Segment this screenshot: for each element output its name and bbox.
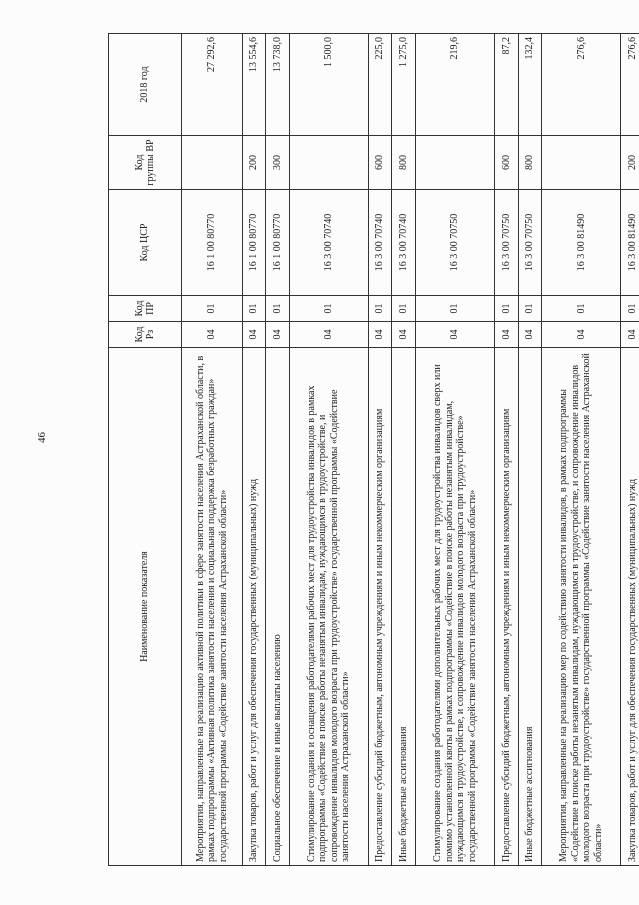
cell-rz: 04: [266, 322, 289, 348]
cell-csr: 16 3 00 70750: [495, 190, 518, 296]
cell-name: Иные бюджетные ассигнования: [392, 348, 415, 866]
cell-pr: 01: [368, 296, 391, 322]
cell-value: 1 275,0: [392, 34, 415, 136]
cell-name: Предоставление субсидий бюджетным, автономным учреждениям и иным некоммерческим организациям: [495, 348, 518, 866]
cell-rz: 04: [518, 322, 541, 348]
cell-pr: 01: [242, 296, 265, 322]
budget-table: [108, 33, 639, 866]
cell-value: 276,6: [542, 34, 621, 136]
header-pr: Код ПР: [109, 296, 182, 322]
cell-vr: 600: [495, 136, 518, 190]
header-csr: Код ЦСР: [109, 190, 182, 296]
cell-pr: 01: [542, 296, 621, 322]
cell-value: 1 500,0: [289, 34, 368, 136]
cell-vr: 600: [368, 136, 391, 190]
page-number: 46: [36, 432, 48, 443]
cell-pr: 01: [415, 296, 494, 322]
header-vr: Код группы ВР: [109, 136, 182, 190]
cell-csr: 16 3 00 70750: [415, 190, 494, 296]
cell-rz: 04: [621, 322, 639, 348]
cell-name: Закупка товаров, работ и услуг для обеспечения государственных (муниципальных) нужд: [621, 348, 639, 866]
cell-name: Социальное обеспечение и иные выплаты населению: [266, 348, 289, 866]
cell-vr: [415, 136, 494, 190]
cell-csr: 16 3 00 70740: [289, 190, 368, 296]
table-row: [392, 34, 415, 866]
rotated-table-container: [108, 34, 639, 866]
cell-name: Предоставление субсидий бюджетным, автономным учреждениям и иным некоммерческим организациям: [368, 348, 391, 866]
cell-value: 276,6: [621, 34, 639, 136]
cell-name: Иные бюджетные ассигнования: [518, 348, 541, 866]
cell-value: 27 292,6: [182, 34, 243, 136]
cell-pr: 01: [182, 296, 243, 322]
cell-csr: 16 3 00 81490: [621, 190, 639, 296]
cell-vr: 300: [266, 136, 289, 190]
table-row: [415, 34, 494, 866]
table-row: [542, 34, 621, 866]
table-row: [242, 34, 265, 866]
cell-name: Закупка товаров, работ и услуг для обеспечения государственных (муниципальных) нужд: [242, 348, 265, 866]
cell-csr: 16 3 00 81490: [542, 190, 621, 296]
cell-rz: 04: [542, 322, 621, 348]
cell-value: 219,6: [415, 34, 494, 136]
cell-name: Мероприятия, направленные на реализацию активной политики в сфере занятости населения Астраханской области, в рамках подпрограммы «Активная политика занятости населения и социальная поддержка безработных граждан» государственной программы «Содействие занятости населения Астраханской области»: [182, 348, 243, 866]
cell-value: 13 738,0: [266, 34, 289, 136]
cell-pr: 01: [518, 296, 541, 322]
cell-csr: 16 3 00 70740: [368, 190, 391, 296]
table-row: [289, 34, 368, 866]
cell-rz: 04: [495, 322, 518, 348]
cell-rz: 04: [392, 322, 415, 348]
table-header-row: [109, 34, 182, 866]
cell-value: 132,4: [518, 34, 541, 136]
cell-value: 87,2: [495, 34, 518, 136]
cell-vr: 200: [621, 136, 639, 190]
cell-vr: 200: [242, 136, 265, 190]
cell-vr: [182, 136, 243, 190]
cell-pr: 01: [621, 296, 639, 322]
cell-pr: 01: [495, 296, 518, 322]
cell-csr: 16 1 00 80770: [242, 190, 265, 296]
table-row: [621, 34, 639, 866]
cell-csr: 16 3 00 70740: [392, 190, 415, 296]
cell-name: Стимулирование создания и оснащения работодателями рабочих мест для трудоустройства инвалидов в рамках подпрограммы «Содействие в поиске работы незанятым инвалидам, нуждающимся в трудоустройстве, и сопровождение инвалидов молодого возраста при трудоустройстве» государственной программы «Содействие занятости населения Астраханской области»: [289, 348, 368, 866]
table-row: [368, 34, 391, 866]
cell-value: 225,0: [368, 34, 391, 136]
cell-rz: 04: [289, 322, 368, 348]
cell-pr: 01: [266, 296, 289, 322]
table-row: [518, 34, 541, 866]
cell-rz: 04: [182, 322, 243, 348]
cell-rz: 04: [415, 322, 494, 348]
cell-vr: 800: [392, 136, 415, 190]
table-row: [182, 34, 243, 866]
cell-csr: 16 1 00 80770: [266, 190, 289, 296]
cell-pr: 01: [289, 296, 368, 322]
cell-name: Мероприятия, направленные на реализацию мер по содействию занятости инвалидов, в рамках подпрограммы «Содействие в поиске работы незанятым инвалидам, нуждающимся в трудоустройстве, и сопровождение инвалидов молодого возраста при трудоустройстве» государственной программы «Содействие занятости населения Астраханской области»: [542, 348, 621, 866]
cell-name: Стимулирование создания работодателями дополнительных рабочих мест для трудоустройства инвалидов сверх или помимо установленной квоты в рамках подпрограммы «Содействие в поиске работы незанятым инвалидам, нуждающимся в трудоустройстве, и сопровождение инвалидов молодого возраста при трудоустройстве» государственной программы «Содействие занятости населения Астраханской области»: [415, 348, 494, 866]
cell-csr: 16 3 00 70750: [518, 190, 541, 296]
cell-vr: 800: [518, 136, 541, 190]
cell-csr: 16 1 00 80770: [182, 190, 243, 296]
table-row: [266, 34, 289, 866]
cell-pr: 01: [392, 296, 415, 322]
header-name: Наименование показателя: [109, 348, 182, 866]
cell-rz: 04: [242, 322, 265, 348]
table-row: [495, 34, 518, 866]
header-rz: Код Рз: [109, 322, 182, 348]
cell-vr: [289, 136, 368, 190]
cell-vr: [542, 136, 621, 190]
header-year: 2018 год: [109, 34, 182, 136]
cell-rz: 04: [368, 322, 391, 348]
cell-value: 13 554,6: [242, 34, 265, 136]
